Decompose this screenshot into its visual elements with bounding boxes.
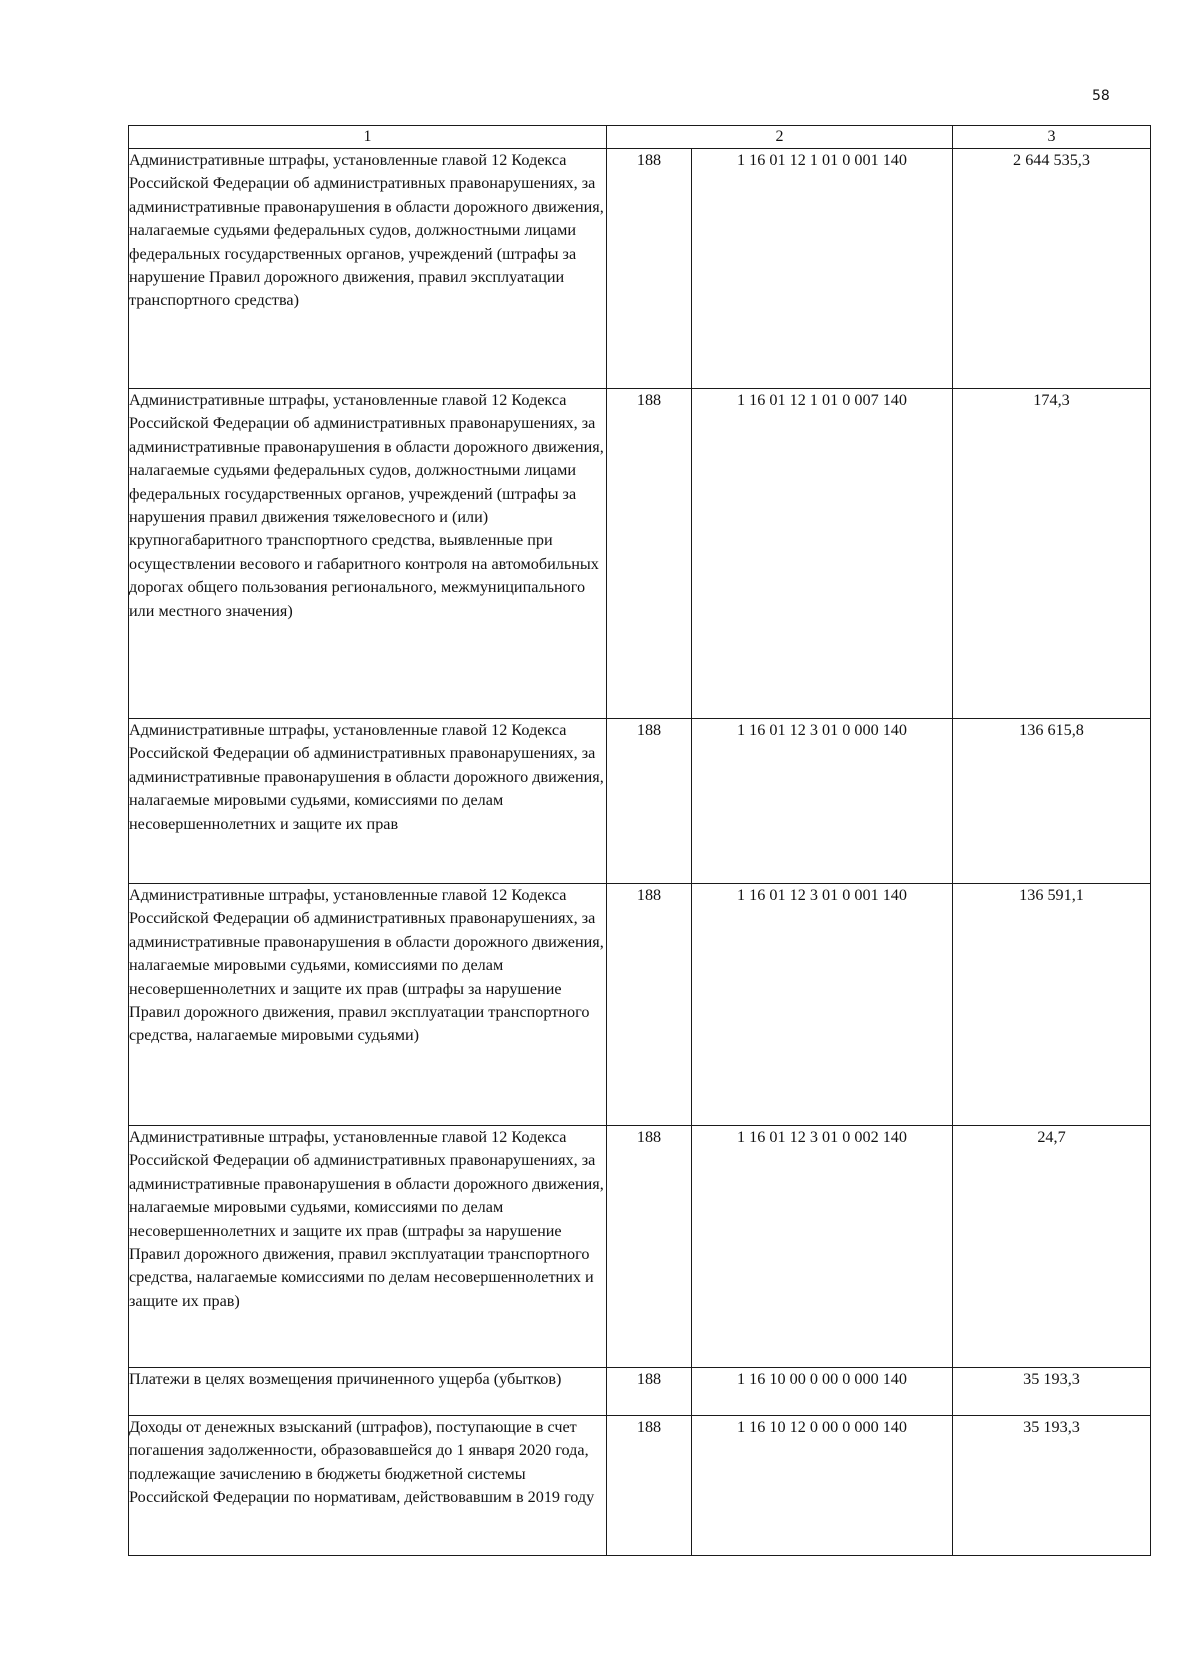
row-budget-code: 1 16 01 12 3 01 0 000 140 xyxy=(692,719,953,884)
row-budget-code: 1 16 10 00 0 00 0 000 140 xyxy=(692,1368,953,1416)
row-budget-code: 1 16 01 12 1 01 0 001 140 xyxy=(692,149,953,389)
row-description: Платежи в целях возмещения причиненного ущерба (убытков) xyxy=(129,1368,607,1416)
budget-revenue-table xyxy=(128,125,1151,1556)
row-description: Доходы от денежных взысканий (штрафов), поступающие в счет погашения задолженности, образовавшейся до 1 января 2020 года, подлежащие зачислению в бюджеты бюджетной системы Российской Федерации по нормативам, действовавшим в 2019 году xyxy=(129,1416,607,1556)
table-row xyxy=(129,1416,1151,1556)
page-number: 58 xyxy=(1092,88,1110,104)
row-admin-code: 188 xyxy=(607,149,692,389)
row-budget-code: 1 16 10 12 0 00 0 000 140 xyxy=(692,1416,953,1556)
row-admin-code: 188 xyxy=(607,1416,692,1556)
header-col-2: 2 xyxy=(607,126,953,149)
row-amount: 136 591,1 xyxy=(953,884,1151,1126)
row-admin-code: 188 xyxy=(607,1126,692,1368)
row-budget-code: 1 16 01 12 1 01 0 007 140 xyxy=(692,389,953,719)
row-admin-code: 188 xyxy=(607,389,692,719)
row-amount: 35 193,3 xyxy=(953,1416,1151,1556)
row-budget-code: 1 16 01 12 3 01 0 002 140 xyxy=(692,1126,953,1368)
row-description: Административные штрафы, установленные главой 12 Кодекса Российской Федерации об административных правонарушениях, за административные правонарушения в области дорожного движения, налагаемые мировыми судьями, комиссиями по делам несовершеннолетних и защите их прав (штрафы за нарушение Правил дорожного движения, правил эксплуатации транспортного средства, налагаемые комиссиями по делам несовершеннолетних и защите их прав) xyxy=(129,1126,607,1368)
row-admin-code: 188 xyxy=(607,884,692,1126)
row-amount: 24,7 xyxy=(953,1126,1151,1368)
header-row xyxy=(129,126,1151,149)
header-col-3: 3 xyxy=(953,126,1151,149)
row-admin-code: 188 xyxy=(607,719,692,884)
row-description: Административные штрафы, установленные главой 12 Кодекса Российской Федерации об административных правонарушениях, за административные правонарушения в области дорожного движения, налагаемые мировыми судьями, комиссиями по делам несовершеннолетних и защите их прав xyxy=(129,719,607,884)
row-amount: 2 644 535,3 xyxy=(953,149,1151,389)
table-row xyxy=(129,389,1151,719)
table-row xyxy=(129,719,1151,884)
row-admin-code: 188 xyxy=(607,1368,692,1416)
row-description: Административные штрафы, установленные главой 12 Кодекса Российской Федерации об административных правонарушениях, за административные правонарушения в области дорожного движения, налагаемые судьями федеральных судов, должностными лицами федеральных государственных органов, учреждений (штрафы за нарушения правил движения тяжеловесного и (или) крупногабаритного транспортного средства, выявленные при осуществлении весового и габаритного контроля на автомобильных дорогах общего пользования регионального, межмуниципального или местного значения) xyxy=(129,389,607,719)
row-amount: 136 615,8 xyxy=(953,719,1151,884)
table-row xyxy=(129,1126,1151,1368)
row-amount: 35 193,3 xyxy=(953,1368,1151,1416)
row-description: Административные штрафы, установленные главой 12 Кодекса Российской Федерации об административных правонарушениях, за административные правонарушения в области дорожного движения, налагаемые мировыми судьями, комиссиями по делам несовершеннолетних и защите их прав (штрафы за нарушение Правил дорожного движения, правил эксплуатации транспортного средства, налагаемые мировыми судьями) xyxy=(129,884,607,1126)
row-budget-code: 1 16 01 12 3 01 0 001 140 xyxy=(692,884,953,1126)
table-row xyxy=(129,884,1151,1126)
table-row xyxy=(129,149,1151,389)
row-amount: 174,3 xyxy=(953,389,1151,719)
table-row xyxy=(129,1368,1151,1416)
row-description: Административные штрафы, установленные главой 12 Кодекса Российской Федерации об административных правонарушениях, за административные правонарушения в области дорожного движения, налагаемые судьями федеральных судов, должностными лицами федеральных государственных органов, учреждений (штрафы за нарушение Правил дорожного движения, правил эксплуатации транспортного средства) xyxy=(129,149,607,389)
header-col-1: 1 xyxy=(129,126,607,149)
